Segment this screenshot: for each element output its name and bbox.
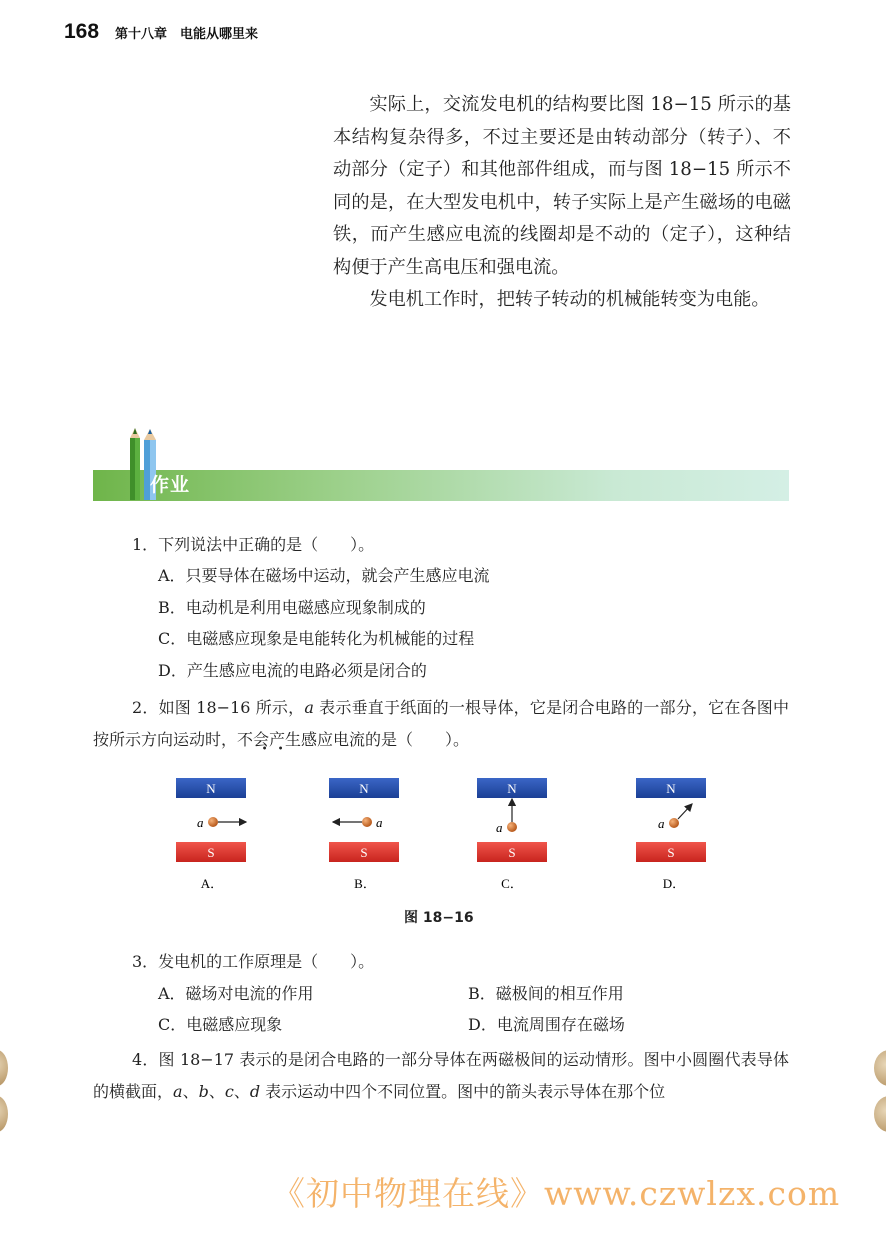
homework-title: 作业 [150,474,191,496]
figure-caption: 图 18−16 [404,910,474,926]
edge-decoration [874,1096,886,1132]
south-label: S [360,845,368,860]
q1-option-c: C．电磁感应现象是电能转化为机械能的过程 [158,629,475,648]
option-label-b: B． [354,876,376,891]
option-label-c: C． [501,876,523,891]
q3-stem: 3．发电机的工作原理是（ ）。 [132,952,375,971]
conductor-label: a [496,820,503,835]
edge-decoration [0,1096,8,1132]
q2-stem: 2．如图 18−16 所示，a 表示垂直于纸面的一根导体，它是闭合电路的一部分，它在各图中按所示方向运动时，不会产生感应电流的是（ ）。 [93,698,789,749]
q3-option-b: B．磁极间的相互作用 [468,984,624,1003]
q1-option-b: B．电动机是利用电磁感应现象制成的 [158,598,426,617]
conductor-label: a [197,815,204,830]
option-label-d: D． [662,876,686,891]
chapter-title: 第十八章 电能从哪里来 [115,27,259,42]
option-label-a: A． [200,876,224,891]
conductor [507,822,517,832]
q1-option-a: A．只要导体在磁场中运动，就会产生感应电流 [158,566,490,585]
edge-decoration [0,1050,8,1086]
homework-banner [93,470,789,501]
q3-option-d: D．电流周围存在磁场 [468,1015,625,1034]
diagram-b [329,778,399,891]
conductor-label: a [376,815,383,830]
q1-option-d: D．产生感应电流的电路必须是闭合的 [158,661,427,680]
body-text [333,89,791,317]
north-label: N [507,781,517,796]
q3-option-a: A．磁场对电流的作用 [158,984,314,1003]
figure-18-16 [160,778,720,898]
diagram-c [477,778,547,891]
conductor [208,817,218,827]
north-label: N [666,781,676,796]
north-label: N [206,781,216,796]
conductor-label: a [658,816,665,831]
paragraph-1: 实际上，交流发电机的结构要比图 18−15 所示的基本结构复杂得多，不过主要还是由转动部分（转子）、不动部分（定子）和其他部件组成，而与图 18−15 所示不同的是，在大型发电机中，转子实际上是产生磁场的电磁铁，而产生感应电流的线圈却是不动的（定子），这种结构便于产生高电压和强电流。 [333,94,791,278]
var-a: a [304,698,314,717]
watermark: 《初中物理在线》www.czwlzx.com [272,1174,841,1213]
emphasis-dot: 不 [237,730,254,749]
page-number: 168 [64,20,100,43]
emphasis-dot: 会 [253,730,270,749]
q3-option-c: C．电磁感应现象 [158,1015,283,1034]
south-label: S [667,845,675,860]
north-label: N [359,781,369,796]
conductor [669,818,679,828]
q1-stem: 1．下列说法中正确的是（ ）。 [132,535,375,554]
diagram-d [636,778,706,891]
conductor [362,817,372,827]
q4-stem: 4．图 18−17 表示的是闭合电路的一部分导体在两磁极间的运动情形。图中小圆圈代表导体的横截面，a、b、c、d 表示运动中四个不同位置。图中的箭头表示导体在那个位 [93,1050,789,1101]
south-label: S [207,845,215,860]
page-header [64,20,258,44]
diagram-a [176,778,246,891]
paragraph-2: 发电机工作时，把转子转动的机械能转变为电能。 [369,289,770,310]
south-label: S [508,845,516,860]
motion-arrow [678,804,692,819]
edge-decoration [874,1050,886,1086]
